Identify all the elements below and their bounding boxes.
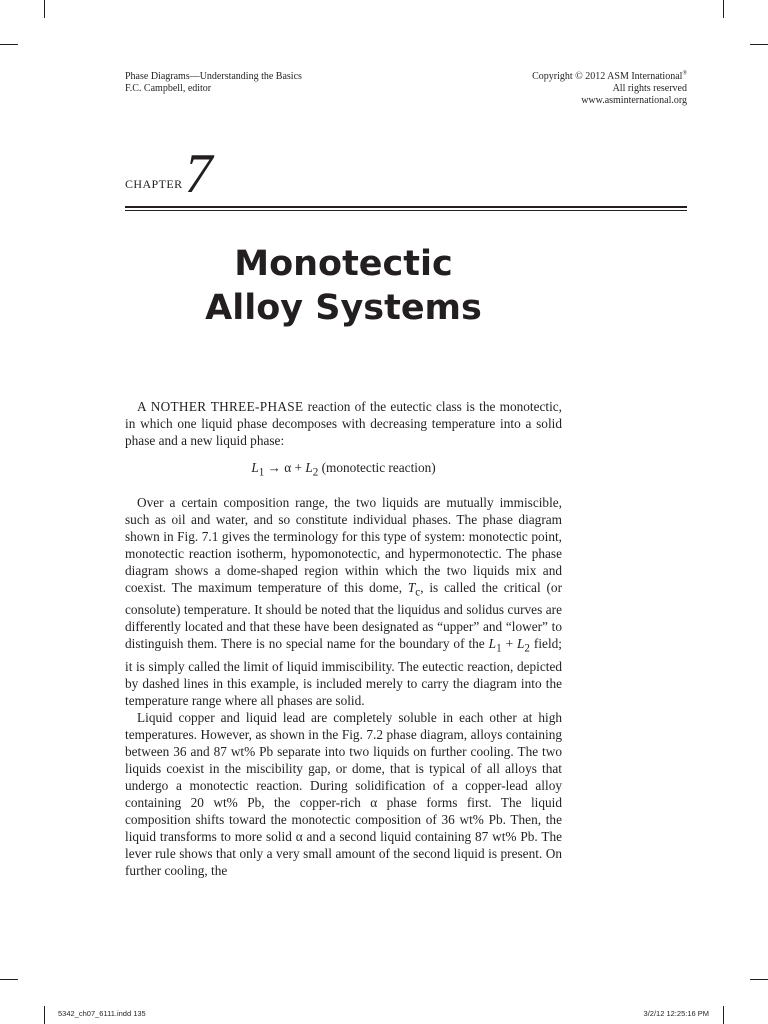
chapter-label: CHAPTER [125,177,183,191]
chapter-rule-thick [125,206,687,208]
chapter-number: 7 [184,143,213,205]
rights-line: All rights reserved [612,83,687,94]
paragraph: Liquid copper and liquid lead are completely soluble in each other at high temperatures. However, as shown in the Fig. 7.2 phase diagram, alloys containing between 36 and 87 wt% Pb separate into two liquids on further cooling. The two liquids coexist in the miscibility gap, or dome, that is typical of all alloys that undergo a monotectic reaction. During solidification of a copper-lead alloy containing 20 wt% Pb, the copper-rich α phase forms first. The liquid composition shifts toward the monotectic composition of 36 wt% Pb. Then, the liquid transforms to more solid α and a second liquid containing 87 wt% Pb. The lever rule shows that only a very small amount of the second liquid is present. On further cooling, the [125,709,562,878]
crop-mark [750,979,768,980]
slug-file-info: 5342_ch07_6111.indd 135 [58,1009,146,1018]
body-text [125,398,562,879]
paragraph: A NOTHER THREE-PHASE reaction of the eutectic class is the monotectic, in which one liquid phase decomposes with decreasing temperature into a solid phase and a new liquid phase: [125,399,562,448]
chapter-title-line2: Alloy Systems [205,288,482,328]
paragraph-lead-in: A NOTHER THREE-PHASE [137,399,304,414]
crop-mark [44,1006,45,1024]
copyright-line: Copyright © 2012 ASM International® [532,70,687,82]
chapter-rule-thin [125,210,687,211]
slug-timestamp: 3/2/12 12:25:16 PM [643,1009,709,1018]
crop-mark [723,0,724,18]
running-header-left [125,71,302,95]
publisher-url: www.asminternational.org [581,95,687,106]
crop-mark [44,0,45,18]
chapter-title [125,242,562,330]
editor-line: F.C. Campbell, editor [125,83,212,94]
crop-mark [750,44,768,45]
monotectic-equation: $L_1 \to \alpha + L_2$ (monotectic reaction) [251,460,436,479]
chapter-heading [125,143,213,205]
registered-mark: ® [682,70,687,77]
crop-mark [0,979,18,980]
paragraph: Over a certain composition range, the two liquids are mutually immiscible, such as oil and water, and so constitute individual phases. The phase diagram shown in Fig. 7.1 gives the terminology for this type of system: monotectic point, monotectic reaction isotherm, hypomonotectic, and hypermonotectic. The phase diagram shows a dome-shaped region within which the two liquids mix and coexist. The maximum temperature of this dome, $T_c$, is called the critical (or consolute) temperature. It should be noted that the liquidus and solidus curves are differently located and that these have been designated as “upper” and “lower” to distinguish them. There is no special name for the boundary of the $L_1 + L_2$ field; it is simply called the limit of liquid immiscibility. The eutectic reaction, depicted by dashed lines in this example, is included merely to carry the diagram into the temperature range where all phases are solid. [125,494,562,708]
crop-mark [0,44,18,45]
book-title: Phase Diagrams—Understanding the Basics [125,71,302,82]
running-header-right [532,71,687,107]
chapter-title-line1: Monotectic [234,244,453,284]
crop-mark [723,1006,724,1024]
